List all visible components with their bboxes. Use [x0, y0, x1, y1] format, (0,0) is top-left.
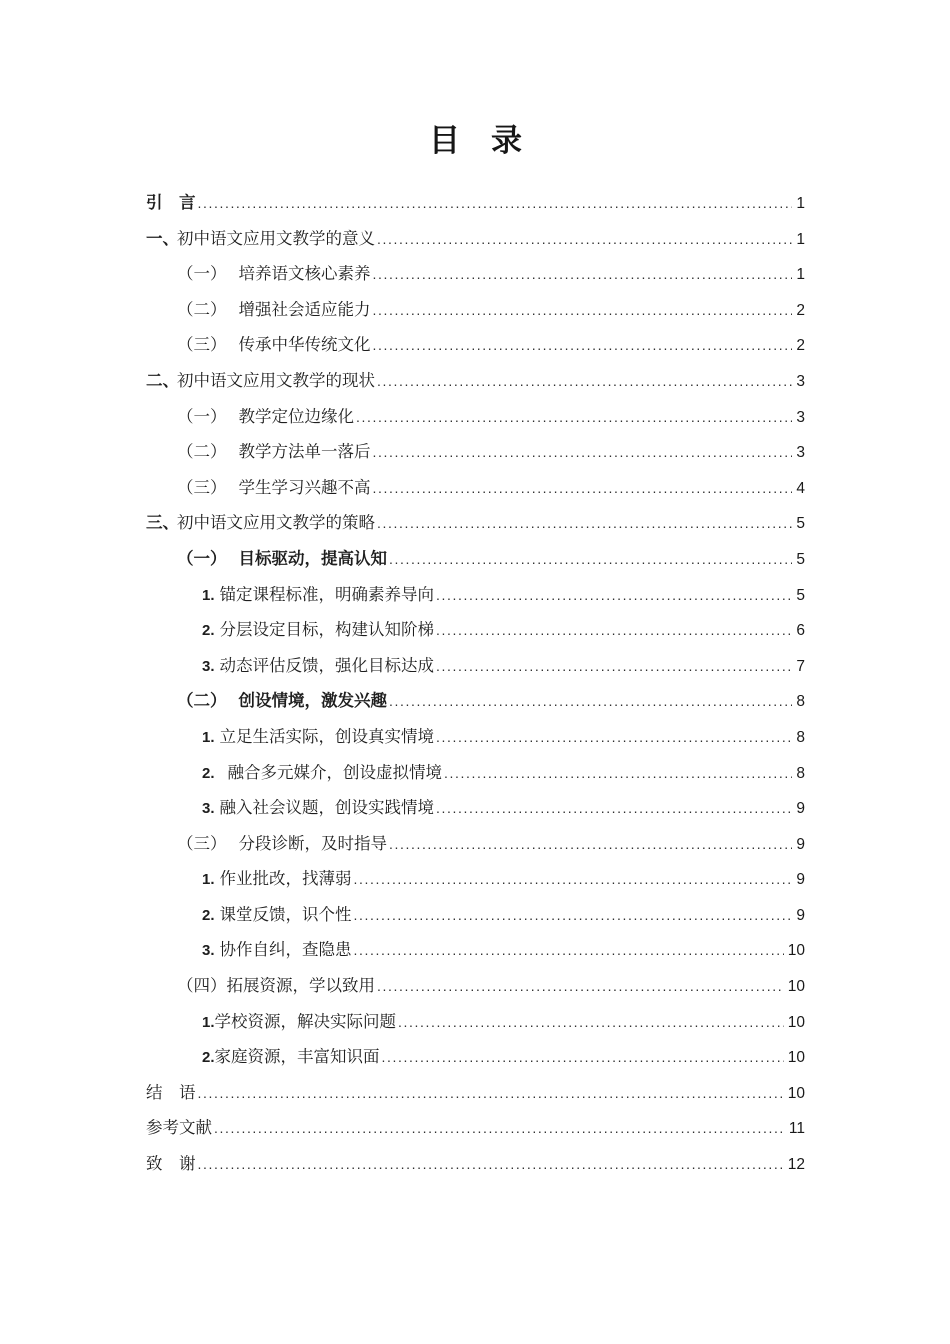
dot-leader-icon: [377, 506, 792, 542]
toc-entry-number: 2.: [202, 764, 215, 782]
dot-leader-icon: [377, 364, 792, 400]
toc-entry-title: 教学方法单一落后: [238, 442, 371, 462]
toc-entry-page: 5: [796, 515, 805, 533]
toc-entry[interactable]: [146, 185, 805, 221]
dot-leader-icon: [444, 756, 792, 792]
dot-leader-icon: [389, 542, 792, 578]
toc-entry-page: 2: [796, 301, 805, 319]
toc-entry-page: 9: [796, 835, 805, 853]
toc-entry-number: 1.: [202, 728, 215, 746]
toc-entry-number: 3.: [202, 800, 215, 818]
toc-entry-page: 1: [796, 195, 805, 212]
toc-entry-title: 增强社会适应能力: [238, 299, 371, 319]
toc-entry-number: （三）: [177, 335, 227, 355]
dot-leader-icon: [354, 898, 793, 934]
toc-entry-page: 6: [796, 622, 805, 640]
dot-leader-icon: [436, 649, 792, 685]
toc-entry-title: 拓展资源，学以致用: [226, 976, 375, 996]
toc-entry[interactable]: [146, 683, 805, 719]
toc-entry-title: 融入社会议题，创设实践情境: [219, 798, 435, 818]
toc-entry[interactable]: [146, 1146, 805, 1182]
toc-entry-number: 2.: [202, 622, 215, 640]
toc-entry[interactable]: [146, 505, 805, 541]
toc-entry-title: 学生学习兴趣不高: [238, 477, 371, 497]
toc-entry-title: 学校资源，解决实际问题: [214, 1011, 397, 1031]
dot-leader-icon: [198, 1147, 784, 1183]
toc-entry-number: （三）: [177, 477, 227, 497]
toc-entry-number: （一）: [177, 548, 227, 568]
dot-leader-icon: [373, 293, 793, 329]
dot-leader-icon: [198, 186, 793, 222]
dot-leader-icon: [198, 1076, 784, 1112]
toc-list: [146, 185, 805, 1182]
toc-entry-title: 立足生活实际，创设真实情境: [219, 726, 435, 746]
toc-entry[interactable]: [146, 1075, 805, 1111]
toc-entry-title: 分层设定目标，构建认知阶梯: [219, 620, 435, 640]
dot-leader-icon: [398, 1005, 784, 1041]
toc-entry[interactable]: [146, 1004, 805, 1040]
toc-entry-page: 3: [796, 372, 805, 390]
toc-entry-page: 5: [796, 550, 805, 568]
toc-entry-number: 2.: [202, 1049, 215, 1067]
dot-leader-icon: [214, 1111, 785, 1147]
toc-entry[interactable]: [146, 470, 805, 506]
toc-entry-title: 目标驱动，提高认知: [238, 548, 387, 568]
toc-entry-page: 2: [796, 337, 805, 355]
toc-entry-title: 分段诊断，及时指导: [238, 833, 387, 853]
toc-entry-page: 1: [796, 266, 805, 284]
toc-entry[interactable]: [146, 221, 805, 257]
dot-leader-icon: [436, 720, 792, 756]
toc-entry-page: 12: [787, 1156, 805, 1174]
dot-leader-icon: [373, 257, 793, 293]
toc-entry[interactable]: [146, 790, 805, 826]
dot-leader-icon: [389, 827, 792, 863]
dot-leader-icon: [382, 1040, 784, 1076]
toc-entry-number: （一）: [177, 264, 227, 284]
toc-entry[interactable]: [146, 256, 805, 292]
toc-entry-number: 1.: [202, 871, 215, 889]
toc-entry[interactable]: [146, 327, 805, 363]
toc-entry-number: （二）: [177, 299, 227, 319]
dot-leader-icon: [436, 791, 792, 827]
toc-entry[interactable]: [146, 932, 805, 968]
toc-entry-page: 10: [787, 978, 805, 996]
toc-entry-title: 锚定课程标准，明确素养导向: [219, 584, 435, 604]
toc-entry-title: 致 谢: [146, 1154, 196, 1174]
toc-entry-title: 融合多元媒介，创设虚拟情境: [227, 762, 443, 782]
dot-leader-icon: [354, 933, 784, 969]
toc-entry[interactable]: [146, 1039, 805, 1075]
toc-entry[interactable]: [146, 968, 805, 1004]
toc-entry-number: （二）: [177, 691, 227, 711]
toc-entry-title: 初中语文应用文教学的策略: [177, 513, 375, 533]
dot-leader-icon: [373, 471, 793, 507]
toc-entry-page: 10: [787, 1049, 805, 1067]
toc-entry-number: 2.: [202, 906, 215, 924]
toc-entry-page: 9: [796, 906, 805, 924]
toc-entry[interactable]: [146, 897, 805, 933]
toc-entry-page: 5: [796, 586, 805, 604]
toc-entry-title: 引 言: [146, 193, 196, 212]
dot-leader-icon: [373, 435, 793, 471]
document-page: [146, 125, 805, 1182]
toc-entry[interactable]: [146, 541, 805, 577]
toc-entry-page: 3: [796, 408, 805, 426]
toc-entry-title: 家庭资源，丰富知识面: [214, 1047, 380, 1067]
toc-entry[interactable]: [146, 1110, 805, 1146]
toc-entry-number: （三）: [177, 833, 227, 853]
toc-entry-page: 3: [796, 444, 805, 462]
toc-entry[interactable]: [146, 292, 805, 328]
toc-entry-title: 课堂反馈，识个性: [219, 904, 352, 924]
toc-entry[interactable]: [146, 719, 805, 755]
toc-entry-page: 8: [796, 693, 805, 711]
dot-leader-icon: [373, 328, 793, 364]
toc-entry-number: （一）: [177, 406, 227, 426]
toc-entry-page: 9: [796, 800, 805, 818]
toc-entry-title: 作业批改，找薄弱: [219, 869, 352, 889]
toc-entry[interactable]: [146, 861, 805, 897]
toc-entry[interactable]: [146, 826, 805, 862]
toc-entry-page: 4: [796, 479, 805, 497]
toc-entry-page: 9: [796, 871, 805, 889]
toc-entry[interactable]: [146, 755, 805, 791]
toc-entry[interactable]: [146, 648, 805, 684]
toc-entry-number: 3.: [202, 942, 215, 960]
dot-leader-icon: [356, 400, 792, 436]
toc-entry-number: 一、: [146, 228, 179, 248]
toc-entry-title: 教学定位边缘化: [238, 406, 354, 426]
toc-entry[interactable]: [146, 612, 805, 648]
dot-leader-icon: [354, 862, 793, 898]
toc-entry-page: 7: [796, 657, 805, 675]
dot-leader-icon: [377, 969, 784, 1005]
toc-entry-page: 8: [796, 728, 805, 746]
toc-entry-title: 培养语文核心素养: [238, 264, 371, 284]
toc-entry-title: 创设情境，激发兴趣: [238, 691, 387, 711]
toc-entry-page: 10: [787, 1084, 805, 1102]
toc-entry[interactable]: [146, 399, 805, 435]
toc-entry-number: 二、: [146, 370, 179, 390]
toc-entry-title: 动态评估反馈，强化目标达成: [219, 655, 435, 675]
toc-entry-title: 参考文献: [146, 1118, 212, 1138]
toc-entry-number: 3.: [202, 657, 215, 675]
toc-entry-page: 1: [796, 230, 805, 248]
toc-entry-page: 11: [788, 1120, 805, 1138]
toc-title: 目 录: [429, 123, 522, 158]
toc-entry-number: 三、: [146, 513, 179, 533]
toc-entry-title: 结 语: [146, 1082, 196, 1102]
dot-leader-icon: [436, 613, 792, 649]
dot-leader-icon: [389, 684, 792, 720]
toc-entry[interactable]: [146, 434, 805, 470]
toc-entry-number: 1.: [202, 586, 215, 604]
toc-entry-number: （二）: [177, 442, 227, 462]
toc-entry[interactable]: [146, 363, 805, 399]
toc-entry-title: 传承中华传统文化: [238, 335, 371, 355]
toc-entry-title: 初中语文应用文教学的意义: [177, 228, 375, 248]
dot-leader-icon: [377, 222, 792, 258]
toc-entry-page: 10: [787, 942, 805, 960]
toc-entry-number: 1.: [202, 1013, 215, 1031]
toc-entry-page: 10: [787, 1013, 805, 1031]
toc-entry-title: 初中语文应用文教学的现状: [177, 370, 375, 390]
toc-entry[interactable]: [146, 577, 805, 613]
toc-entry-page: 8: [796, 764, 805, 782]
dot-leader-icon: [436, 578, 792, 614]
toc-entry-number: （四）: [177, 976, 227, 996]
toc-entry-title: 协作自纠，查隐患: [219, 940, 352, 960]
